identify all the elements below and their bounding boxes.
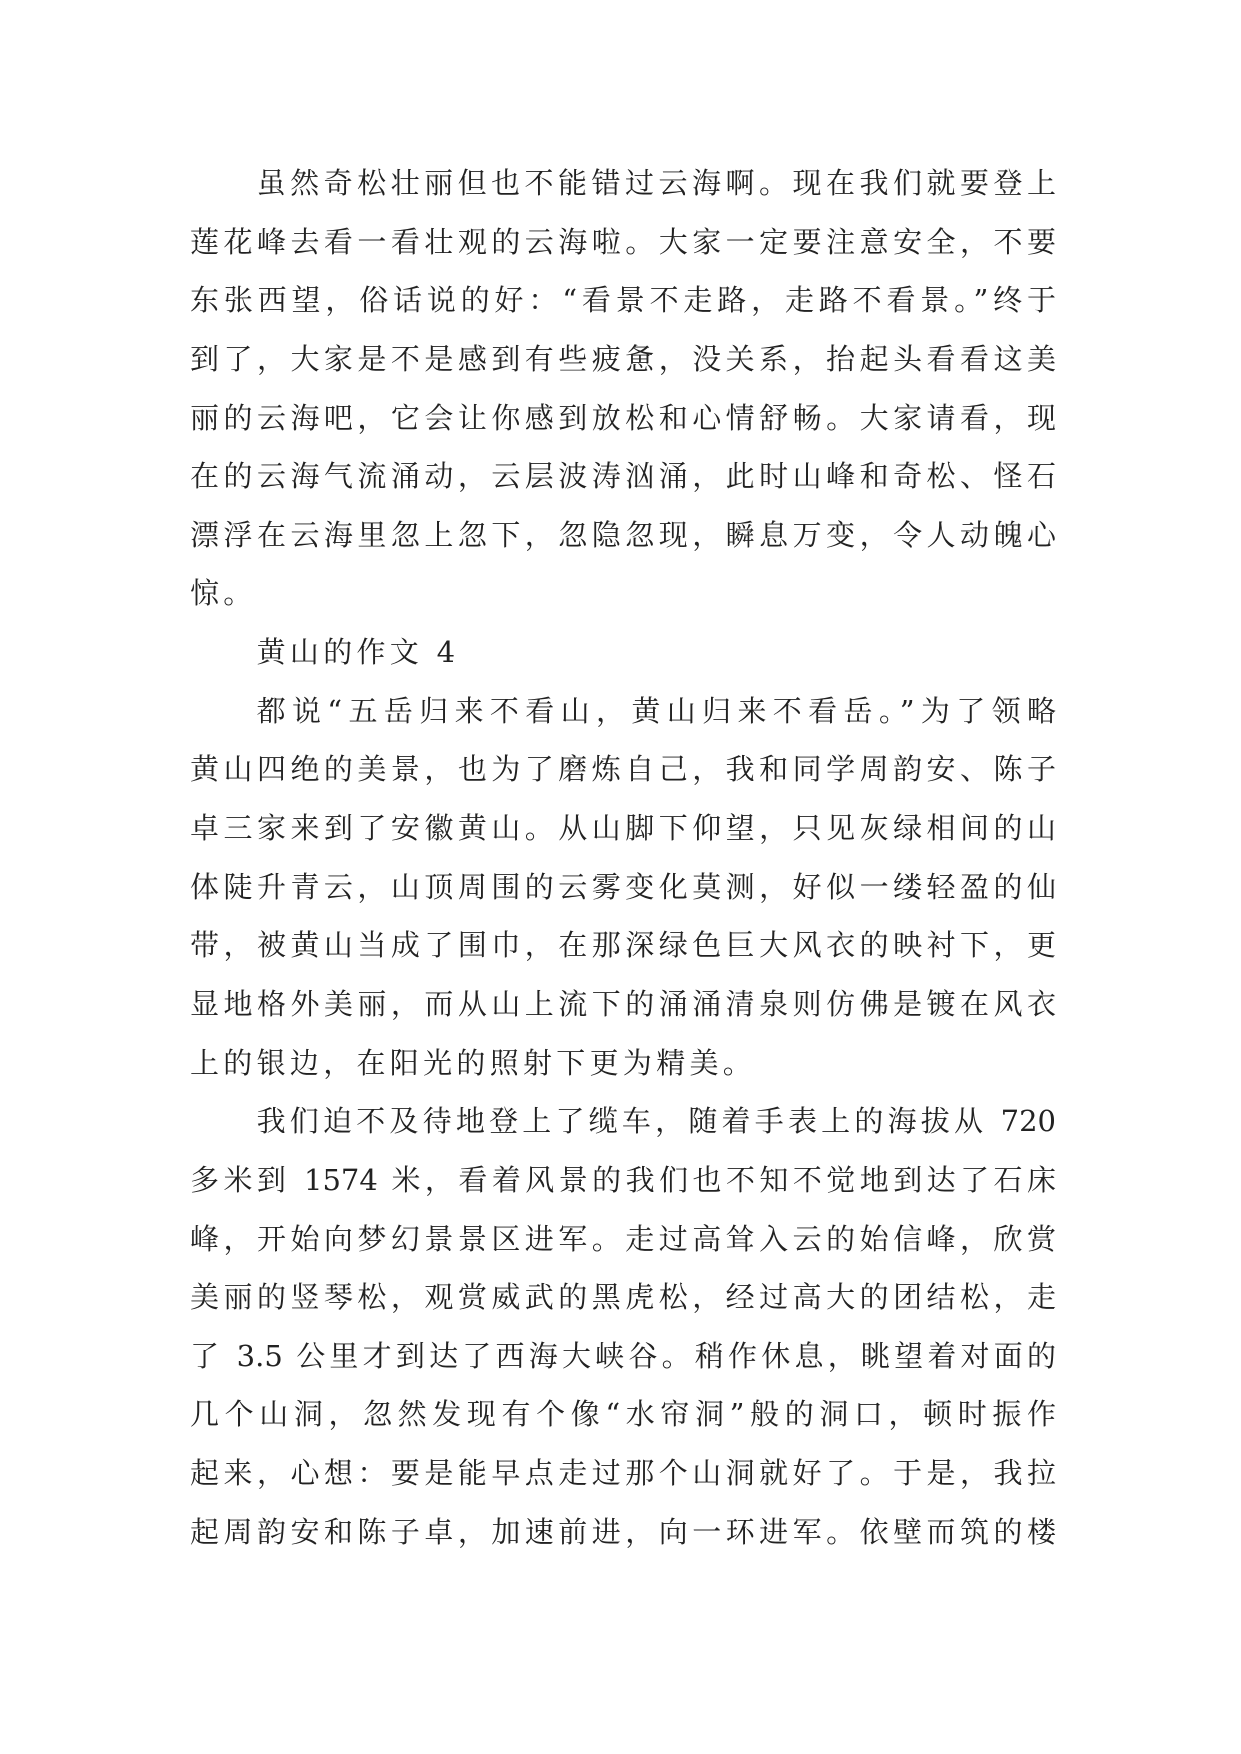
paragraph-1-line-8: 惊。	[190, 576, 257, 611]
paragraph-3-line-7: 起来，心想：要是能早点走过那个山洞就好了。于是，我拉	[190, 1456, 1056, 1491]
paragraph-2-line-7: 上的银边，在阳光的照射下更为精美。	[190, 1045, 757, 1080]
paragraph-2-line-2: 黄山四绝的美景，也为了磨炼自己，我和同学周韵安、陈子	[190, 752, 1056, 787]
paragraph-3-line-1: 我们迫不及待地登上了缆车，随着手表上的海拔从 720	[256, 1104, 1056, 1139]
paragraph-2	[190, 682, 1056, 1092]
paragraph-1-line-5: 丽的云海吧，它会让你感到放松和心情舒畅。大家请看，现	[190, 400, 1056, 435]
document-page	[190, 154, 1056, 1561]
paragraph-2-line-5: 带，被黄山当成了围巾，在那深绿色巨大风衣的映衬下，更	[190, 928, 1056, 963]
paragraph-3-line-8: 起周韵安和陈子卓，加速前进，向一环进军。依壁而筑的楼	[190, 1514, 1056, 1549]
paragraph-2-line-3: 卓三家来到了安徽黄山。从山脚下仰望，只见灰绿相间的山	[190, 811, 1056, 846]
paragraph-3-line-2: 多米到 1574 米，看着风景的我们也不知不觉地到达了石床	[190, 1162, 1056, 1197]
heading-title: 黄山的作文 4	[256, 635, 460, 670]
paragraph-3-line-5: 了 3.5 公里才到达了西海大峡谷。稍作休息，眺望着对面的	[190, 1338, 1056, 1373]
paragraph-2-line-4: 体陡升青云，山顶周围的云雾变化莫测，好似一缕轻盈的仙	[190, 869, 1056, 904]
paragraph-2-line-1: 都说“五岳归来不看山，黄山归来不看岳。”为了领略	[256, 693, 1056, 728]
paragraph-3-line-4: 美丽的竖琴松，观赏威武的黑虎松，经过高大的团结松，走	[190, 1280, 1056, 1315]
paragraph-1-line-2: 莲花峰去看一看壮观的云海啦。大家一定要注意安全，不要	[190, 224, 1056, 259]
paragraph-3	[190, 1092, 1056, 1561]
paragraph-1-line-3: 东张西望，俗话说的好：“看景不走路，走路不看景。”终于	[190, 283, 1056, 318]
paragraph-3-line-6: 几个山洞，忽然发现有个像“水帘洞”般的洞口，顿时振作	[190, 1397, 1056, 1432]
section-heading	[190, 623, 1056, 682]
paragraph-1-line-6: 在的云海气流涌动，云层波涛汹涌，此时山峰和奇松、怪石	[190, 459, 1056, 494]
paragraph-3-line-3: 峰，开始向梦幻景景区进军。走过高耸入云的始信峰，欣赏	[190, 1221, 1056, 1256]
paragraph-1-line-1: 虽然奇松壮丽但也不能错过云海啊。现在我们就要登上	[256, 166, 1056, 200]
paragraph-1	[190, 154, 1056, 623]
paragraph-2-line-6: 显地格外美丽，而从山上流下的涌涌清泉则仿佛是镀在风衣	[190, 986, 1056, 1021]
paragraph-1-line-7: 漂浮在云海里忽上忽下，忽隐忽现，瞬息万变，令人动魄心	[190, 517, 1056, 552]
paragraph-1-line-4: 到了，大家是不是感到有些疲惫，没关系，抬起头看看这美	[190, 341, 1056, 376]
